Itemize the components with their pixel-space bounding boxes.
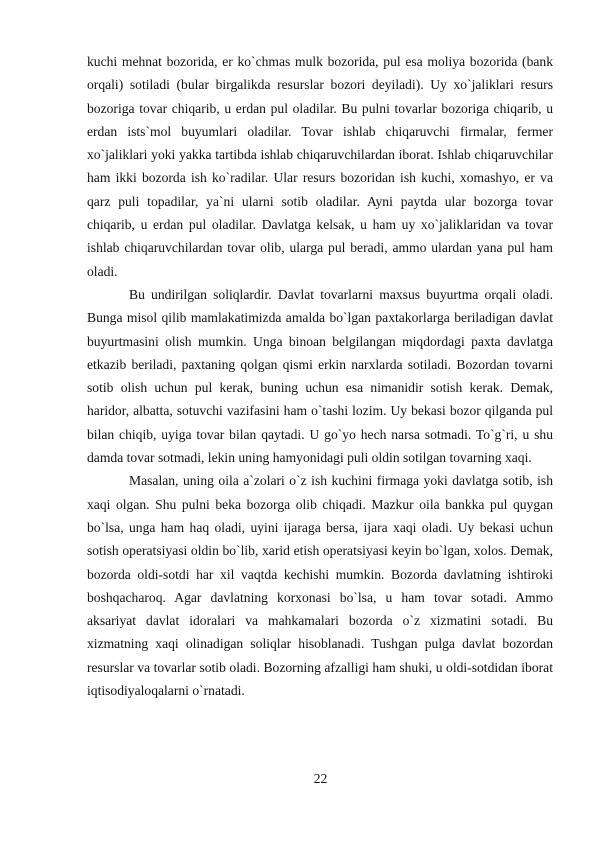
paragraph-2: Bu undirilgan soliqlardir. Davlat tovarlarni maxsus buyurtma orqali oladi. Bunga misol qilib mamlakatimizda amalda bo`lgan paxtakorlarga beriladigan davlat buyurtmasini olish mumkin. Unga binoan belgilangan miqdordagi paxta davlatga etkazib beriladi, paxtaning qolgan qismi erkin narxlarda sotiladi. Bozordan tovarni sotib olish uchun pul kerak, buning uchun esa nimanidir sotish kerak. Demak, haridor, albatta, sotuvchi vazifasini ham o`tashi lozim. Uy bekasi bozor qilganda pul bilan chiqib, uyiga tovar bilan qaytadi. U go`yo hech narsa sotmadi. To`g`ri, u shu damda tovar sotmadi, lekin uning hamyonidagi puli oldin sotilgan tovarning xaqi.	[87, 286, 553, 466]
paragraph-3: Masalan, uning oila a`zolari o`z ish kuchini firmaga yoki davlatga sotib, ish xaqi olgan. Shu pulni beka bozorga olib chiqadi. Mazkur oila bankka pul quygan bo`lsa, unga ham haq oladi, uyini ijaraga bersa, ijara xaqi oladi. Uy bekasi uchun sotish operatsiyasi oldin bo`lib, xarid etish operatsiyasi keyin bo`lgan, xolos. Demak, bozorda oldi-sotdi har xil vaqtda kechishi mumkin. Bozorda davlatning ishtiroki boshqacharoq. Agar davlatning korxonasi bo`lsa, u ham tovar sotadi. Ammo aksariyat davlat idoralari va mahkamalari bozorda o`z xizmatini sotadi. Bu xizmatning xaqi olinadigan soliqlar hisoblanadi. Tushgan pulga davlat bozordan resurslar va tovarlar sotib oladi. Bozorning afzalligi ham shuki, u oldi-sotdidan iborat iqtisodiyaloqalarni o`rnatadi.	[87, 473, 553, 699]
paragraph-1: kuchi mehnat bozorida, er ko`chmas mulk bozorida, pul esa moliya bozorida (bank orqali) sotiladi (bular birgalikda resurslar bozori deyiladi). Uy xo`jaliklari resurs bozoriga tovar chiqarib, u erdan pul oladilar. Bu pulni tovarlar bozoriga chiqarib, u erdan ists`mol buyumlari oladilar. Tovar ishlab chiqaruvchi firmalar, fermer xo`jaliklari yoki yakka tartibda ishlab chiqaruvchilardan iborat. Ishlab chiqaruvchilar ham ikki bozorda ish ko`radilar. Ular resurs bozoridan ish kuchi, xomashyo, er va qarz puli topadilar, ya`ni ularni sotib oladilar. Ayni paytda ular bozorga tovar chiqarib, u erdan pul oladilar. Davlatga kelsak, u ham uy xo`jaliklaridan va tovar ishlab chiqaruvchilardan tovar olib, ularga pul beradi, ammo ulardan yana pul ham oladi.	[87, 54, 553, 279]
document-page	[87, 50, 553, 702]
page-number: 22	[313, 771, 328, 786]
